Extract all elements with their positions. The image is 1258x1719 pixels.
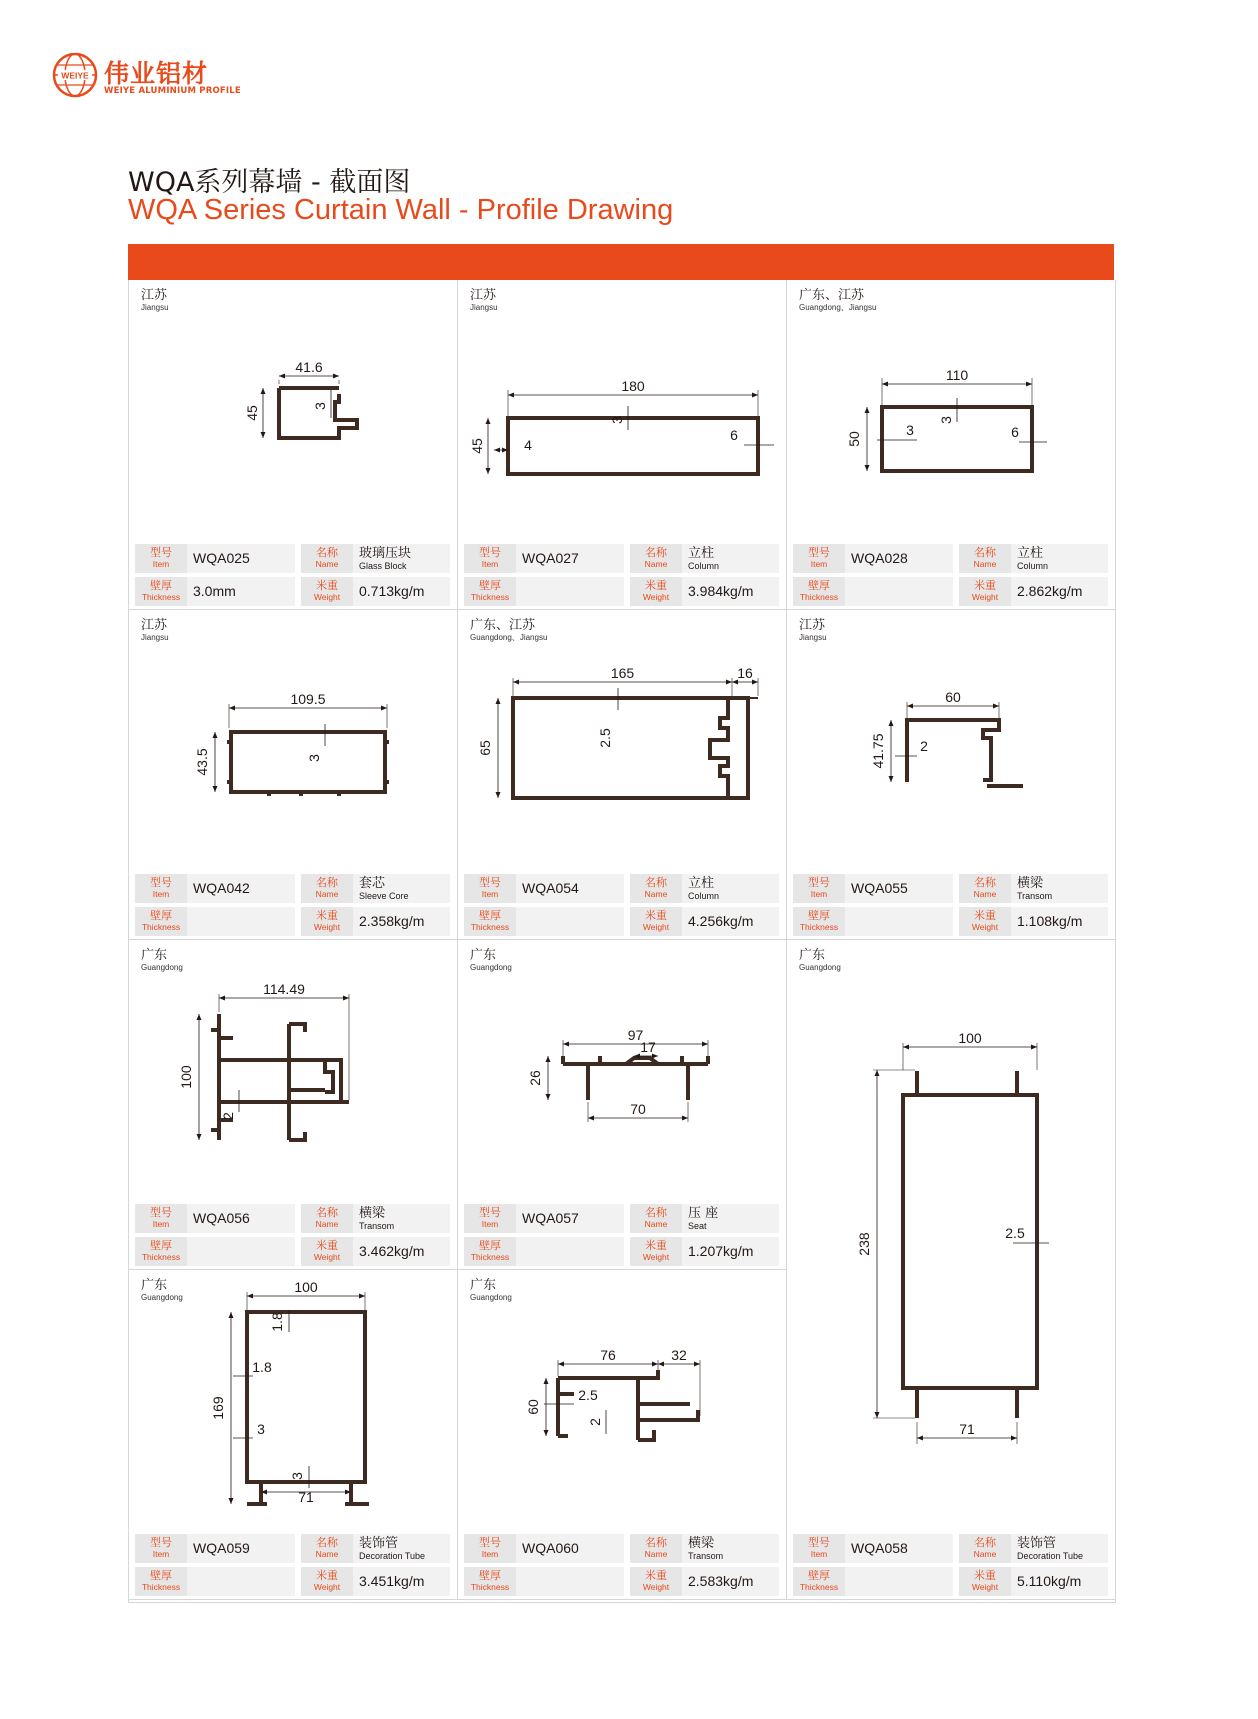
spec-table [793,544,1108,608]
profile-drawing [129,280,457,540]
dimension-label: 45 [244,405,260,421]
region-cn: 广东 [141,1278,168,1293]
thickness-value [516,1567,624,1596]
item-label: 型号 Item [135,874,187,903]
name-label: 名称 Name [301,1534,353,1563]
name-label: 名称 Name [959,1534,1011,1563]
profile-cell [129,280,458,610]
item-value: WQA058 [845,1534,953,1563]
dimension-label: 6 [1011,424,1019,440]
brand-logo [52,52,282,102]
region-en: Guangdong、Jiangsu [470,633,548,642]
dimension-label: 17 [640,1039,656,1055]
weight-label: 米重 Weight [301,907,353,936]
name-value: 立柱 Column [682,544,779,573]
name-value: 玻璃压块 Glass Block [353,544,450,573]
dimension-label: 71 [959,1421,975,1437]
profile-section [558,1370,698,1440]
dimension-label: 3 [312,402,328,410]
dimension-label: 76 [600,1347,616,1363]
accent-bar [128,244,1114,280]
dimension-label: 169 [210,1396,226,1420]
spec-table [135,1204,450,1268]
dimension-label: 41.75 [870,733,886,769]
name-value: 横梁 Transom [1011,874,1108,903]
name-label: 名称 Name [959,544,1011,573]
dimension-label: 238 [856,1232,872,1256]
thickness-value [516,577,624,606]
spec-table [135,544,450,608]
profile-cell [129,1270,458,1600]
profile-drawing [787,280,1115,540]
dimension-label: 43.5 [194,748,210,776]
thickness-value: 3.0mm [187,577,295,606]
profile-cell [458,610,787,940]
region-cn: 江苏 [141,618,168,633]
name-label: 名称 Name [630,1204,682,1233]
thickness-value [516,1237,624,1266]
weight-value: 2.862kg/m [1011,577,1108,606]
spec-table [464,1204,779,1268]
weight-label: 米重 Weight [301,1567,353,1596]
thickness-label: 壁厚 Thickness [135,577,187,606]
region-en: Guangdong [141,1293,183,1302]
name-label: 名称 Name [630,544,682,573]
item-label: 型号 Item [464,1534,516,1563]
profile-section [227,732,389,796]
brand-name-cn: 伟业铝材 [104,59,209,88]
item-label: 型号 Item [464,874,516,903]
brand-name-en: WEIYE ALUMINIUM PROFILE [104,86,241,96]
item-label: 型号 Item [793,544,845,573]
name-label: 名称 Name [630,1534,682,1563]
thickness-label: 壁厚 Thickness [135,1567,187,1596]
dimension-label: 2.5 [597,728,613,748]
weight-value: 3.984kg/m [682,577,779,606]
thickness-value [516,907,624,936]
profile-cell [129,940,458,1270]
thickness-value [845,1567,953,1596]
name-value: 立柱 Column [682,874,779,903]
page-title-cn: WQA系列幕墙 - 截面图 [128,167,411,198]
weight-value: 2.358kg/m [353,907,450,936]
dimension-label: 16 [737,665,753,681]
spec-table [793,874,1108,938]
thickness-label: 壁厚 Thickness [135,907,187,936]
item-label: 型号 Item [464,1204,516,1233]
name-label: 名称 Name [959,874,1011,903]
globe-emblem-icon [52,52,98,98]
profile-section [247,1312,369,1504]
item-value: WQA054 [516,874,624,903]
page-title-en: WQA Series Curtain Wall - Profile Drawing [128,194,674,226]
region-en: Jiangsu [141,303,169,312]
profile-drawing [129,940,457,1200]
item-value: WQA056 [187,1204,295,1233]
profile-drawing [458,940,786,1200]
dimension-label: 6 [730,427,738,443]
dimension-label: 32 [671,1347,687,1363]
name-label: 名称 Name [301,874,353,903]
weight-value: 3.451kg/m [353,1567,450,1596]
thickness-label: 壁厚 Thickness [464,1237,516,1266]
weight-value: 3.462kg/m [353,1237,450,1266]
name-label: 名称 Name [301,1204,353,1233]
thickness-label: 壁厚 Thickness [793,907,845,936]
profile-drawing [787,940,1115,1530]
dimension-label: 1.8 [252,1359,272,1375]
region-cn: 广东、江苏 [799,288,865,303]
dimension-label: 50 [846,431,862,447]
thickness-label: 壁厚 Thickness [464,907,516,936]
profile-section [903,1071,1037,1418]
dimension-label: 165 [610,665,635,681]
name-label: 名称 Name [301,544,353,573]
weight-value: 5.110kg/m [1011,1567,1108,1596]
region-cn: 广东 [470,948,497,963]
name-value: 压 座 Seat [682,1204,779,1233]
region-en: Jiangsu [141,633,169,642]
region-en: Guangdong [799,963,841,972]
dimension-label: 60 [945,689,961,705]
thickness-value [187,1567,295,1596]
dimension-label: 1.8 [269,1312,285,1332]
spec-table [464,544,779,608]
region-en: Jiangsu [470,303,498,312]
name-value: 横梁 Transom [353,1204,450,1233]
item-label: 型号 Item [793,874,845,903]
item-value: WQA025 [187,544,295,573]
dimension-label: 2.5 [1005,1225,1025,1241]
profile-cell [458,280,787,610]
dimension-label: 114.49 [263,981,305,997]
weight-label: 米重 Weight [301,1237,353,1266]
profile-section [211,1014,349,1140]
region-en: Jiangsu [799,633,827,642]
region-cn: 广东 [470,1278,497,1293]
spec-table [793,1534,1108,1598]
profile-grid [128,280,1116,1603]
profile-cell [787,610,1115,940]
item-label: 型号 Item [464,544,516,573]
dimension-label: 26 [527,1070,543,1086]
weight-label: 米重 Weight [630,577,682,606]
region-en: Guangdong [141,963,183,972]
thickness-value [187,907,295,936]
dimension-label: 3 [289,1472,305,1480]
profile-section [513,698,748,798]
profile-section [279,388,357,438]
profile-drawing [129,610,457,870]
item-label: 型号 Item [135,544,187,573]
region-cn: 广东、江苏 [470,618,536,633]
item-value: WQA055 [845,874,953,903]
spec-table [135,874,450,938]
region-cn: 江苏 [799,618,826,633]
weight-value: 0.713kg/m [353,577,450,606]
region-cn: 广东 [141,948,168,963]
profile-section [508,418,758,474]
name-value: 横梁 Transom [682,1534,779,1563]
item-value: WQA027 [516,544,624,573]
profile-drawing [458,280,786,540]
region-en: Guangdong [470,1293,512,1302]
dimension-label: 3 [938,416,954,424]
region-en: Guangdong、Jiangsu [799,303,877,312]
profile-cell [458,1270,787,1600]
weight-value: 4.256kg/m [682,907,779,936]
dimension-label: 100 [178,1065,194,1089]
weight-label: 米重 Weight [959,1567,1011,1596]
spec-table [464,1534,779,1598]
profile-cell [129,610,458,940]
profile-drawing [458,610,786,870]
dimension-label: 65 [477,740,493,756]
weight-label: 米重 Weight [959,907,1011,936]
dimension-label: 2.5 [578,1387,598,1403]
name-value: 装饰管 Decoration Tube [1011,1534,1108,1563]
item-value: WQA060 [516,1534,624,1563]
thickness-label: 壁厚 Thickness [464,1567,516,1596]
dimension-label: 180 [621,378,645,394]
dimension-label: 60 [525,1399,541,1415]
dimension-label: 70 [630,1101,646,1117]
item-label: 型号 Item [793,1534,845,1563]
spec-table [464,874,779,938]
weight-value: 1.207kg/m [682,1237,779,1266]
name-value: 装饰管 Decoration Tube [353,1534,450,1563]
region-cn: 江苏 [141,288,168,303]
thickness-label: 壁厚 Thickness [793,1567,845,1596]
profile-cell [787,280,1115,610]
thickness-value [845,907,953,936]
emblem-text: WEIYE [61,70,89,81]
weight-value: 1.108kg/m [1011,907,1108,936]
dimension-label: 3 [306,754,322,762]
weight-label: 米重 Weight [959,577,1011,606]
spec-table [135,1534,450,1598]
item-label: 型号 Item [135,1204,187,1233]
region-cn: 江苏 [470,288,497,303]
dimension-label: 100 [958,1030,982,1046]
dimension-label: 41.6 [295,359,323,375]
thickness-label: 壁厚 Thickness [135,1237,187,1266]
dimension-label: 100 [294,1279,318,1295]
item-value: WQA028 [845,544,953,573]
item-value: WQA059 [187,1534,295,1563]
item-label: 型号 Item [135,1534,187,1563]
dimension-label: 97 [627,1027,644,1043]
profile-section [563,1056,708,1100]
thickness-value [845,577,953,606]
profile-cell [458,940,787,1270]
weight-value: 2.583kg/m [682,1567,779,1596]
dimension-label: 109.5 [290,691,326,707]
dimension-label: 45 [469,438,485,454]
dimension-label: 3 [906,422,914,438]
dimension-label: 3 [609,416,625,424]
region-cn: 广东 [799,948,826,963]
region-en: Guangdong [470,963,512,972]
dimension-label: 2 [587,1418,603,1426]
name-value: 立柱 Column [1011,544,1108,573]
dimension-label: 2 [220,1112,236,1120]
weight-label: 米重 Weight [630,907,682,936]
thickness-label: 壁厚 Thickness [464,577,516,606]
dimension-label: 110 [945,367,969,383]
dimension-label: 3 [257,1421,265,1437]
profile-drawing [458,1270,786,1530]
weight-label: 米重 Weight [301,577,353,606]
profile-cell [787,940,1115,1600]
profile-drawing [787,610,1115,870]
dimension-label: 2 [920,738,928,754]
profile-drawing [129,1270,457,1530]
thickness-label: 壁厚 Thickness [793,577,845,606]
item-value: WQA057 [516,1204,624,1233]
dimension-label: 71 [298,1489,314,1505]
weight-label: 米重 Weight [630,1237,682,1266]
name-value: 套芯 Sleeve Core [353,874,450,903]
thickness-value [187,1237,295,1266]
item-value: WQA042 [187,874,295,903]
weight-label: 米重 Weight [630,1567,682,1596]
name-label: 名称 Name [630,874,682,903]
dimension-label: 4 [524,437,532,453]
